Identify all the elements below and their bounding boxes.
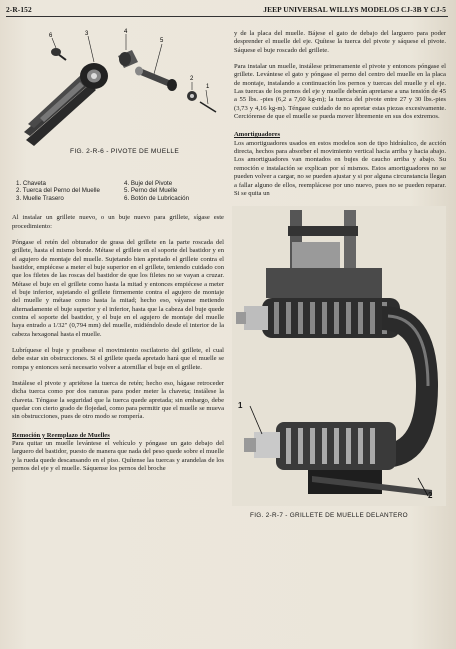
page-number: 2-R-152 xyxy=(6,5,32,14)
legend-item: 6. Botón de Lubricación xyxy=(124,194,190,202)
figure-spring-pivot xyxy=(22,28,222,166)
paragraph: y de la placa del muelle. Bájese el gato de debajo del larguero para poder desprender el muelle del eje. Quítese la tuerca del pivote y sáquese el pivote. Sáquese el buje roscado del grillete. xyxy=(234,30,446,54)
header-rule xyxy=(6,16,448,17)
legend-item: 4. Buje del Pivote xyxy=(124,180,173,187)
legend-item: 3. Muelle Trasero xyxy=(16,194,64,202)
figure-front-shackle xyxy=(232,206,446,526)
figure1-legend xyxy=(16,180,224,202)
callout-5: 5 xyxy=(160,38,164,44)
front-shackle-photo xyxy=(232,206,446,506)
section-heading: Amortiguadores xyxy=(234,131,281,139)
figure2-label-1: 1 xyxy=(238,401,243,411)
paragraph: Lubríquese el buje y pruébese el movimiento oscilatorio del grillete, el cual debe estar sin obstrucciones. Si el grillete queda apretado hará que el muelle se rompa y entonces será necesario volver a atornillar el buje en el grillete. xyxy=(12,347,224,371)
left-column xyxy=(12,18,224,474)
legend-item: 2. Tuerca del Perno del Muelle xyxy=(16,187,100,195)
spring-pivot-illustration xyxy=(22,28,222,148)
section-heading: Remoción y Reemplazo de Muelles xyxy=(12,431,110,439)
callout-1: 1 xyxy=(206,84,210,90)
legend-item: 1. Chaveta xyxy=(16,180,46,187)
paragraph: Los amortiguadores usados en estos modelos son de tipo hidráulico, de acción directa, hechos para absorber el movimiento vertical hacia arriba y hacia abajo. Los amortiguadores van montados en bujes de caucho arriba y abajo. Su remoción e instalación se explican por sí mismos. Estos amortiguadores no se pueden volver a cargar, no se pueden ajustar y si por alguna circunstancia llegan a fallar alguno de ellos, reemplácese por uno nuevo, pues no se pueden reparar. Si se quita un xyxy=(234,139,446,197)
callout-2: 2 xyxy=(190,76,194,82)
page-header xyxy=(6,3,450,17)
paragraph: Al instalar un grillete nuevo, o un buje nuevo para grillete, sígase este procedimiento: xyxy=(12,214,224,230)
paragraph: Para quitar un muelle levántese el vehículo y póngase un gato debajo del larguero del bastidor, puesto de manera que nada del peso quede sobre el muelle y la rueda quede descansando en el piso. Quítense las tuercas y arandelas de los pernos del eje y el muelle. Sáquense los pernos del broche xyxy=(12,440,224,473)
paragraph: Póngase el retén del obturador de grasa del grillete en la parte roscada del grillete, hasta el mismo borde. Métase el grillete en el soporte del bastidor y en el agujero de montaje del muelle. Sujetando bien apretado el grillete contra el bastidor, empiécese a meter el buje superior en el grillete, teniendo cuidado con que los filetes de las roscas del bastidor de que los filetes no se vayan a cruzar. Métase el buje en el grillete como hasta la mitad y entonces empiécese a meter el buje inferior, sujetando el grillete firmemente contra el agujero de montaje del muelle y métase como hasta la mitad; hecho eso, váyanse metiendo alternadamente el buje superior y el inferior, hasta que la cabeza del buje quede contra el soporte del bastidor, y el buje en el agujero de montaje del muelle haya entrado a 1/32" (0,794 mm) del muelle, midiéndolo desde el interior de la cabeza hexagonal hasta el muelle. xyxy=(12,238,224,338)
callout-6: 6 xyxy=(49,33,53,39)
figure1-caption: FIG. 2-R-6 - PIVOTE DE MUELLE xyxy=(70,148,180,155)
paragraph: Instálese el pivote y apriétese la tuerca de retén; hecho eso, hágase retroceder dicha tuerca como por dos ranuras para poder meter la chaveta; instálese la chaveta. Téngase la seguridad que la tuerca quede apretada; sin embargo, debe quedar con cierto grado de flojedad, como para permitir que el muelle se mueva sin obstrucciones, pues de otro modo se rompería. xyxy=(12,380,224,421)
paragraph: Para instalar un muelle, instálese primeramente el pivote y entonces póngase el grillete. Levántese el gato y póngase el perno del centro del muelle en la placa de montaje, instalando a continuación los pernos y tuercas del muelle y el eje. Las tuercas de los pernos del eje y muelle deberán apretarse a una tensión de 45 a 55 lbs. -pies (6,2 a 7,60 kg-m); la tuerca del pivote entre 27 y 30 lbs.-pies (3,73 y 4,16 kg-m). Téngase cuidado de no apretar estas piezas excesivamente. Cerciórense de que el muelle se pueda mover libremente en sus dos extremos. xyxy=(234,63,446,121)
figure2-caption: FIG. 2-R-7 - GRILLETE DE MUELLE DELANTERO xyxy=(250,511,408,519)
callout-4: 4 xyxy=(124,29,128,35)
figure2-label-2: 2 xyxy=(428,491,433,501)
right-column xyxy=(234,30,446,526)
page-title: JEEP UNIVERSAL WILLYS MODELOS CJ-3B Y CJ-5 xyxy=(263,5,446,14)
legend-item: 5. Perno del Muelle xyxy=(124,187,178,195)
callout-3: 3 xyxy=(85,31,89,37)
